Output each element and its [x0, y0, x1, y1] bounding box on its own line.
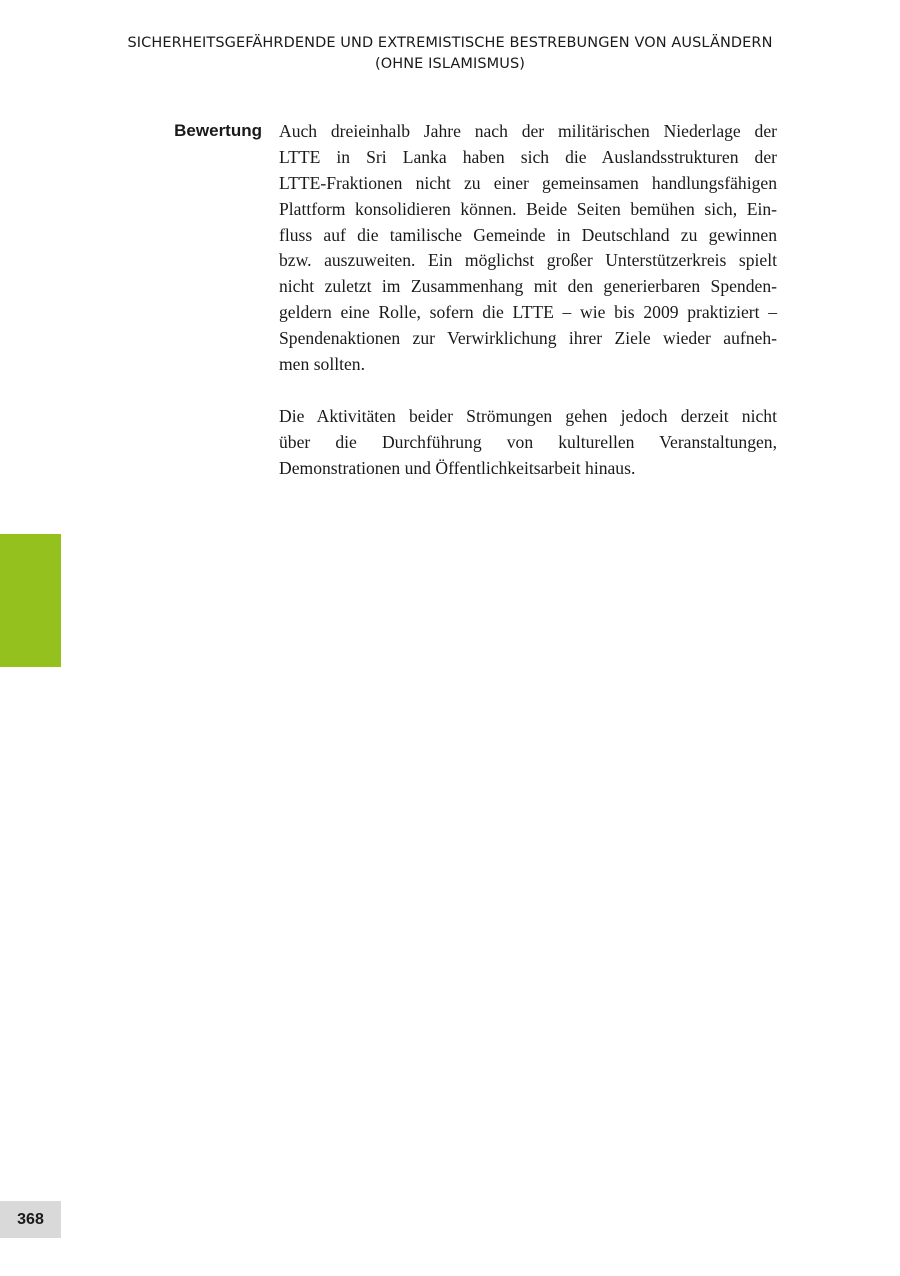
paragraph-2-line: Demonstrationen und Öffentlichkeitsarbeit hinaus. — [279, 457, 636, 478]
body-text — [279, 119, 777, 482]
section-label: Bewertung — [174, 121, 262, 140]
paragraph-1-line: LTTE-Fraktionen nicht zu einer gemeinsamen handlungsfähigen — [279, 172, 777, 193]
running-header-line-2: (OHNE ISLAMISMUS) — [374, 56, 526, 72]
paragraph-1-line: men sollten. — [279, 354, 366, 375]
page-number: 368 — [17, 1210, 44, 1228]
paragraph-1-line: nicht zuletzt im Zusammenhang mit den generierbaren Spenden- — [279, 276, 777, 297]
running-header-line-1: SICHERHEITSGEFÄHRDENDE UND EXTREMISTISCHE BESTREBUNGEN VON AUSLÄNDERN — [127, 35, 773, 51]
paragraph-2 — [279, 404, 777, 482]
section-color-tab — [0, 534, 61, 667]
paragraph-spacer — [279, 378, 777, 404]
paragraph-1-line: Auch dreieinhalb Jahre nach der militärischen Niederlage der — [279, 121, 777, 141]
paragraph-1-line: fluss auf die tamilische Gemeinde in Deutschland zu gewinnen — [279, 224, 777, 245]
running-header — [100, 33, 800, 75]
paragraph-1 — [279, 119, 777, 378]
page-number-box — [0, 1201, 61, 1238]
paragraph-2-line: Die Aktivitäten beider Strömungen gehen jedoch derzeit nicht — [279, 405, 777, 426]
paragraph-1-line: LTTE in Sri Lanka haben sich die Auslandsstrukturen der — [279, 146, 777, 167]
paragraph-2-line: über die Durchführung von kulturellen Veranstaltungen, — [279, 431, 777, 452]
paragraph-1-line: bzw. auszuweiten. Ein möglichst großer Unterstützerkreis spielt — [279, 250, 777, 271]
paragraph-1-line: geldern eine Rolle, sofern die LTTE – wie bis 2009 praktiziert – — [279, 302, 777, 323]
paragraph-1-line: Plattform konsolidieren können. Beide Seiten bemühen sich, Ein- — [279, 198, 777, 219]
paragraph-1-line: Spendenaktionen zur Verwirklichung ihrer Ziele wieder aufneh- — [279, 328, 777, 349]
